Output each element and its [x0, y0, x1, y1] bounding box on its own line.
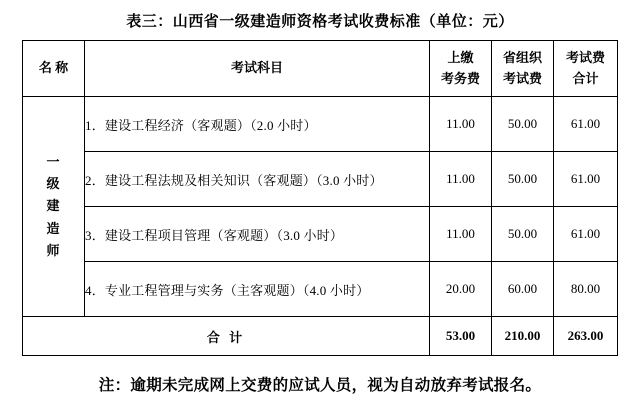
row-subject: 2．建设工程法规及相关知识（客观题）（3.0 小时）	[85, 152, 430, 207]
header-fee-total	[554, 41, 618, 97]
footer-fee-submit: 53.00	[430, 317, 492, 356]
header-fee-total-line2: 合计	[572, 70, 599, 86]
row-fee-province: 50.00	[492, 152, 554, 207]
header-subject: 考试科目	[85, 41, 430, 97]
row-subject: 4．专业工程管理与实务（主客观题）（4.0 小时）	[85, 262, 430, 317]
fee-table	[22, 40, 618, 356]
table-header-row	[23, 41, 618, 97]
row-fee-total: 80.00	[554, 262, 618, 317]
header-name: 名 称	[23, 41, 85, 97]
header-fee-province	[492, 41, 554, 97]
row-fee-total: 61.00	[554, 207, 618, 262]
row-fee-submit: 20.00	[430, 262, 492, 317]
category-char-0: 一	[46, 153, 61, 169]
row-fee-total: 61.00	[554, 152, 618, 207]
footer-label: 合 计	[23, 317, 430, 356]
footer-fee-province: 210.00	[492, 317, 554, 356]
category-char-2: 建	[46, 198, 61, 214]
row-fee-province: 50.00	[492, 97, 554, 152]
category-char-3: 造	[46, 220, 61, 236]
row-subject: 3．建设工程项目管理（客观题）（3.0 小时）	[85, 207, 430, 262]
footer-fee-total: 263.00	[554, 317, 618, 356]
header-fee-submit-line2: 考务费	[440, 70, 480, 86]
row-fee-total: 61.00	[554, 97, 618, 152]
row-fee-province: 50.00	[492, 207, 554, 262]
header-fee-total-line1: 考试费	[565, 50, 605, 66]
row-fee-submit: 11.00	[430, 97, 492, 152]
header-fee-province-line2: 考试费	[502, 70, 542, 86]
category-char-4: 师	[46, 243, 61, 259]
row-fee-submit: 11.00	[430, 152, 492, 207]
category-cell	[23, 97, 85, 317]
table-row	[23, 152, 618, 207]
table-row	[23, 207, 618, 262]
row-subject: 1．建设工程经济（客观题）（2.0 小时）	[85, 97, 430, 152]
row-fee-submit: 11.00	[430, 207, 492, 262]
category-char-1: 级	[46, 175, 61, 191]
table-footer-row	[23, 317, 618, 356]
page-title: 表三：山西省一级建造师资格考试收费标准（单位：元）	[126, 14, 514, 30]
row-fee-province: 60.00	[492, 262, 554, 317]
header-fee-submit	[430, 41, 492, 97]
header-fee-province-line1: 省组织	[502, 50, 542, 66]
table-row	[23, 97, 618, 152]
note-text: 注：逾期未完成网上交费的应试人员，视为自动放弃考试报名。	[98, 377, 542, 394]
table-row	[23, 262, 618, 317]
header-fee-submit-line1: 上缴	[447, 50, 474, 66]
